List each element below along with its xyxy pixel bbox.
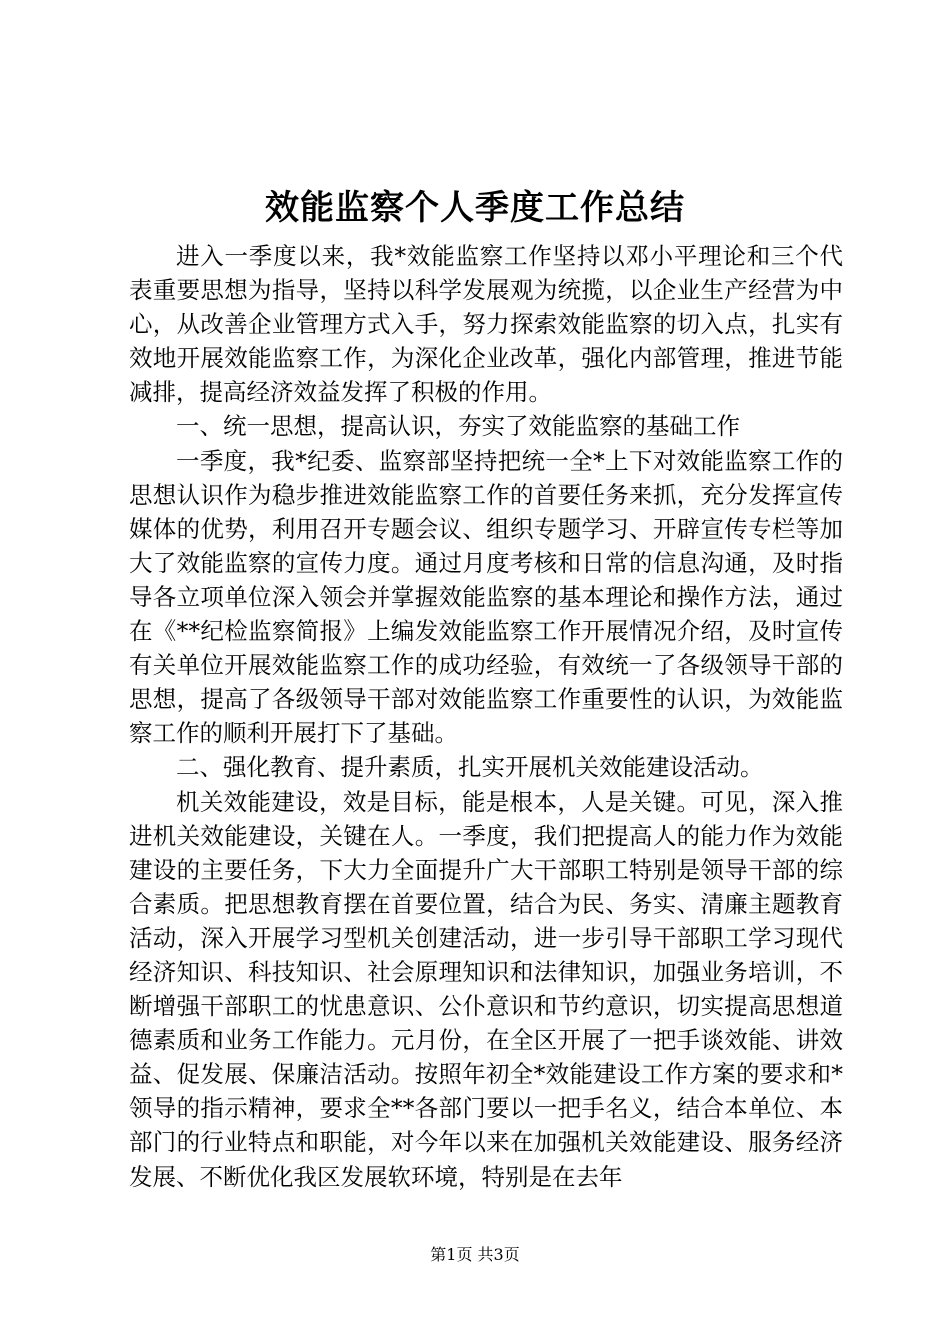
document-title: 效能监察个人季度工作总结	[265, 188, 685, 228]
body-paragraph: 一季度，我*纪委、监察部坚持把统一全*上下对效能监察工作的思想认识作为稳步推进效能监察工作的首要任务来抓，充分发挥宣传媒体的优势，利用召开专题会议、组织专题学习、开辟宣传专栏等加大了效能监察的宣传力度。通过月度考核和日常的信息沟通，及时指导各立项单位深入领会并掌握效能监察的基本理论和操作方法，通过在《**纪检监察简报》上编发效能监察工作开展情况介绍，及时宣传有关单位开展效能监察工作的成功经验，有效统一了各级领导干部的思想，提高了各级领导干部对效能监察工作重要性的认识，为效能监察工作的顺利开展打下了基础。	[129, 446, 843, 748]
body-paragraph: 机关效能建设，效是目标，能是根本，人是关键。可见，深入推进机关效能建设，关键在人。一季度，我们把提高人的能力作为效能建设的主要任务，下大力全面提升广大干部职工特别是领导干部的综合素质。把思想教育摆在首要位置，结合为民、务实、清廉主题教育活动，深入开展学习型机关创建活动，进一步引导干部职工学习现代经济知识、科技知识、社会原理知识和法律知识，加强业务培训，不断增强干部职工的忧患意识、公仆意识和节约意识，切实提高思想道德素质和业务工作能力。元月份，在全区开展了一把手谈效能、讲效益、促发展、保廉洁活动。按照年初全*效能建设工作方案的要求和*领导的指示精神，要求全**各部门要以一把手名义，结合本单位、本部门的行业特点和职能，对今年以来在加强机关效能建设、服务经济发展、不断优化我区发展软环境，特别是在去年	[129, 787, 843, 1191]
section-heading: 一、统一思想，提高认识，夯实了效能监察的基础工作	[176, 412, 740, 441]
page-footer: 第1页 共3页	[430, 1245, 520, 1264]
document-body	[129, 239, 843, 1194]
body-paragraph: 进入一季度以来，我*效能监察工作坚持以邓小平理论和三个代表重要思想为指导，坚持以科学发展观为统揽，以企业生产经营为中心，从改善企业管理方式入手，努力探索效能监察的切入点，扎实有效地开展效能监察工作，为深化企业改革，强化内部管理，推进节能减排，提高经济效益发挥了积极的作用。	[129, 242, 843, 407]
section-heading: 二、强化教育、提升素质，扎实开展机关效能建设活动。	[176, 753, 764, 782]
